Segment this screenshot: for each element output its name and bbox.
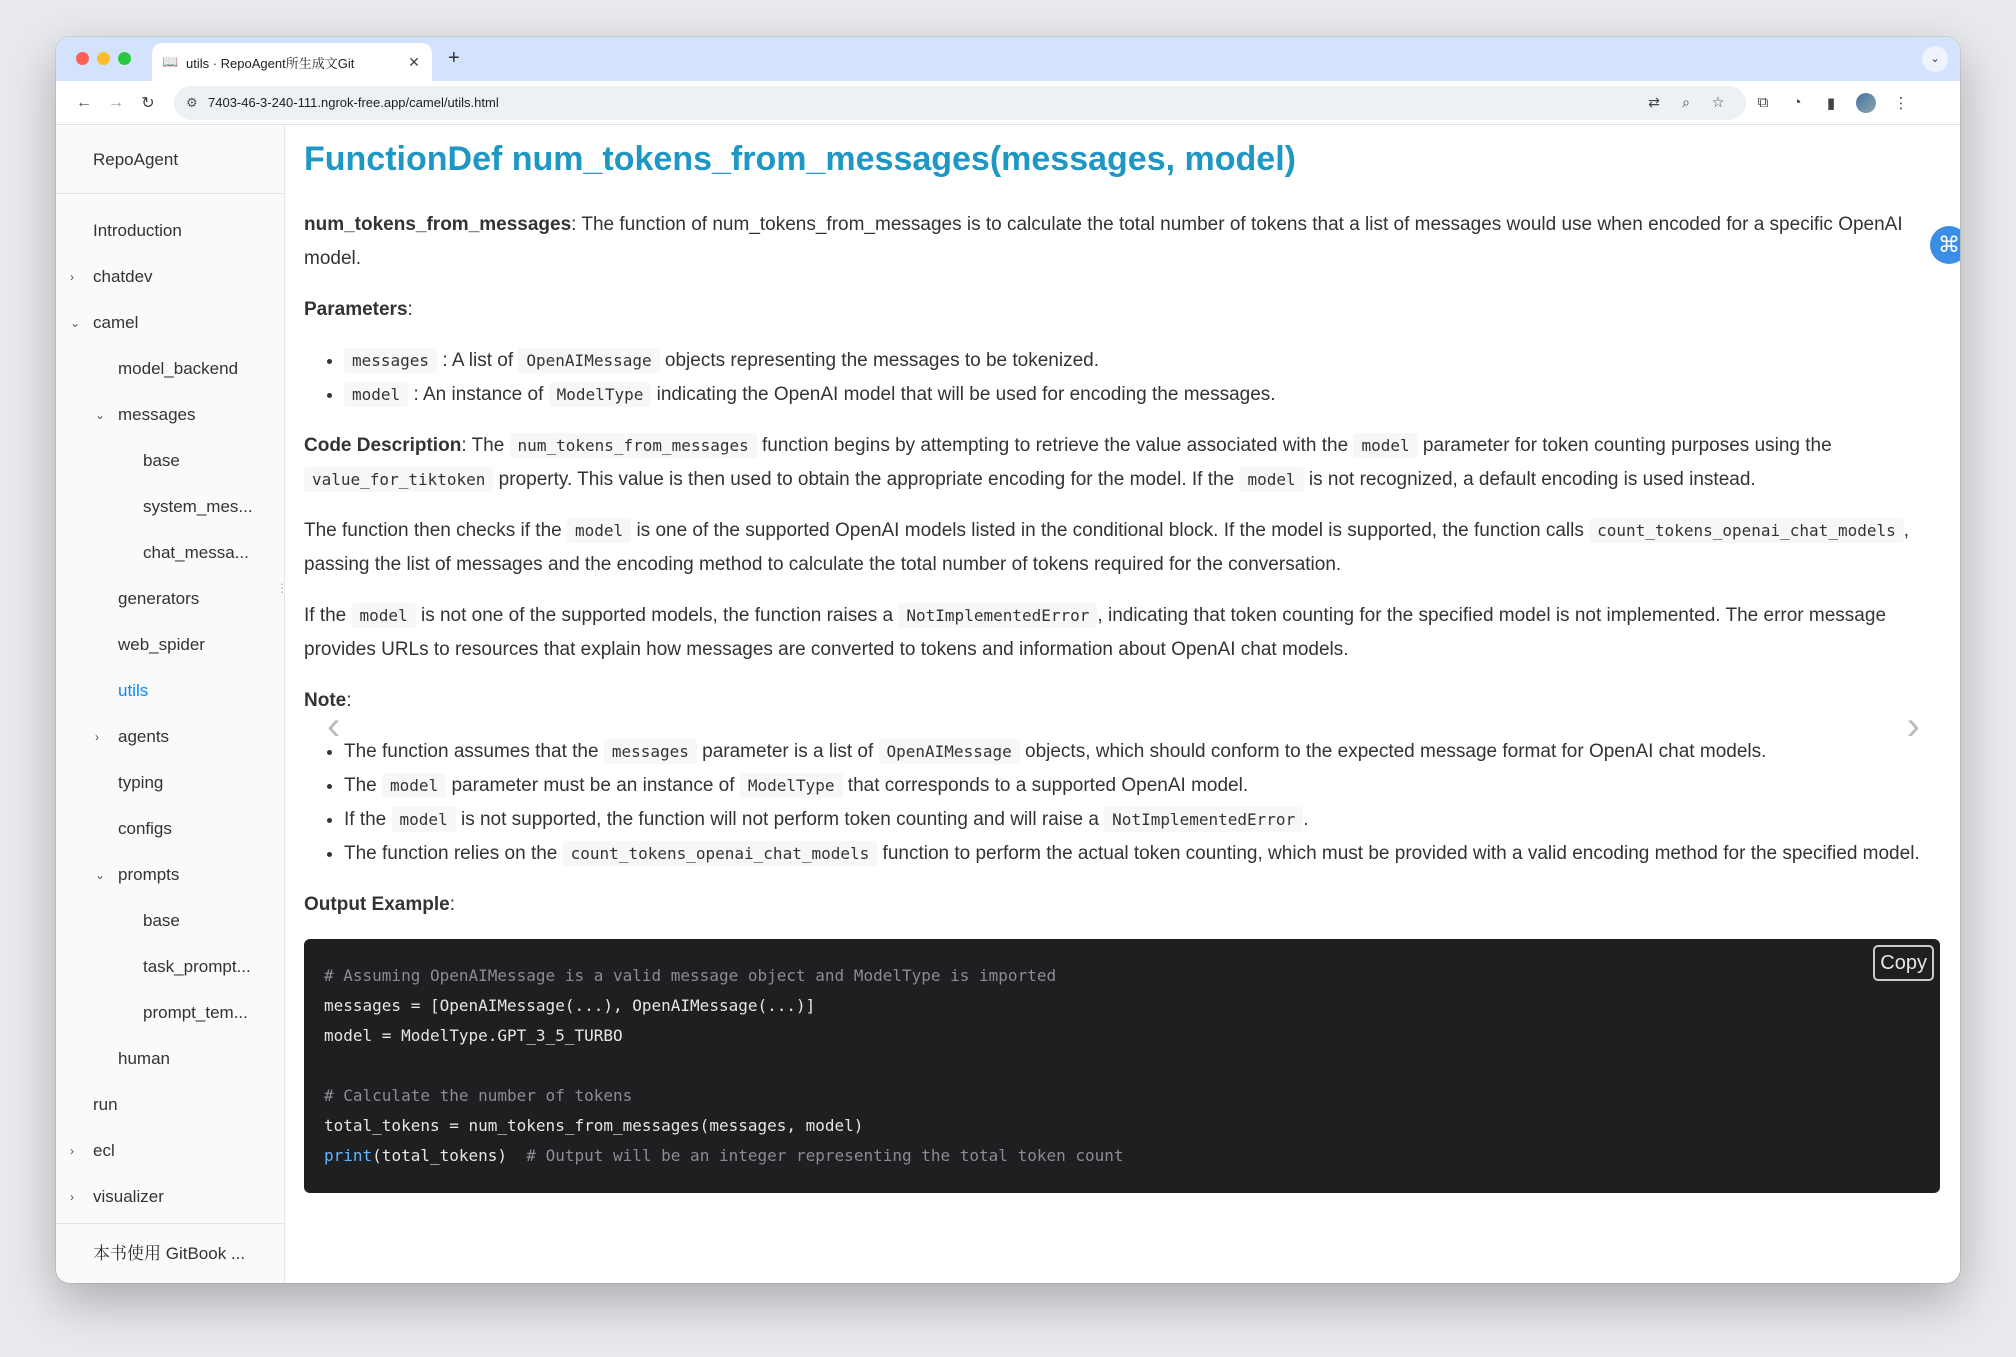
sidebar-item[interactable]: [56, 806, 284, 852]
parameters-list: [344, 344, 1940, 412]
code-line: [324, 1141, 1920, 1171]
code-text: messages = [OpenAIMessage(...), OpenAIMessage(...)]: [324, 996, 816, 1015]
sidebar-item[interactable]: [56, 208, 284, 254]
text-span: If the: [304, 605, 352, 626]
address-bar[interactable]: [174, 86, 1746, 120]
sidebar-item-label: run: [93, 1095, 118, 1114]
code-description-paragraph: [304, 429, 1940, 497]
inline-code: NotImplementedError: [898, 603, 1097, 628]
tab-title: utils · RepoAgent所生成文Git: [186, 55, 355, 71]
code-text: model = ModelType.GPT_3_5_TURBO: [324, 1026, 623, 1045]
intro-text: : The function of num_tokens_from_messages is to calculate the total number of tokens that a list of messages would use when encoded for a specific OpenAI model.: [304, 214, 1903, 269]
sidebar-header[interactable]: RepoAgent: [56, 126, 284, 194]
browser-window: [56, 37, 1960, 1283]
text-span: parameter must be an instance of: [446, 775, 740, 796]
sidebar-item-label: Introduction: [93, 221, 182, 240]
copy-button[interactable]: Copy: [1873, 945, 1934, 981]
sidebar-item-label: base: [143, 911, 180, 930]
note-item: [344, 837, 1940, 871]
note-heading-label: Note: [304, 690, 347, 711]
chevron-right-icon[interactable]: ›: [95, 730, 99, 744]
chevron-down-icon[interactable]: ⌄: [95, 408, 106, 422]
sidebar-item[interactable]: [56, 438, 284, 484]
note-item: [344, 769, 1940, 803]
sidebar-item-label: messages: [118, 405, 196, 424]
inline-code: num_tokens_from_messages: [510, 433, 757, 458]
code-comment: # Calculate the number of tokens: [324, 1086, 633, 1105]
text-span: is one of the supported OpenAI models listed in the conditional block. If the model is supported, the function calls: [631, 520, 1590, 541]
extensions-icon[interactable]: ⧉: [1757, 94, 1769, 111]
text-span: : The: [461, 435, 510, 456]
text-span: .: [1303, 809, 1309, 830]
page: [56, 126, 1960, 1283]
output-heading: Output Example:: [304, 894, 455, 915]
note-item: [344, 735, 1940, 769]
inline-code: OpenAIMessage: [518, 348, 659, 373]
sidebar-item-label: ecl: [93, 1141, 115, 1160]
inline-code: model: [352, 603, 416, 628]
code-comment: # Assuming OpenAIMessage is a valid message object and ModelType is imported: [324, 966, 1057, 985]
code-line: [324, 1111, 1920, 1141]
close-window-button[interactable]: [76, 52, 89, 65]
intro-paragraph: [304, 208, 1940, 276]
inline-code: ModelType: [740, 773, 843, 798]
sidebar-item[interactable]: [56, 668, 284, 714]
text-span: property. This value is then used to obtain the appropriate encoding for the model. If the: [493, 469, 1240, 490]
sidebar-item[interactable]: [56, 1082, 284, 1128]
code-comment: # Output will be an integer representing the total token count: [526, 1146, 1124, 1165]
sidebar-item-label: configs: [118, 819, 172, 838]
output-heading-label: Output Example: [304, 894, 450, 915]
code-line: [324, 1081, 1920, 1111]
chevron-down-icon[interactable]: ⌄: [70, 316, 81, 330]
text-span: that corresponds to a supported OpenAI model.: [842, 775, 1249, 796]
text-span: function to perform the actual token counting, which must be provided with a valid encoding method for the specified model.: [877, 843, 1920, 864]
side-panel-icon[interactable]: ▮: [1826, 94, 1836, 112]
close-tab-icon[interactable]: ✕: [408, 53, 420, 70]
profile-avatar[interactable]: [1856, 93, 1876, 113]
command-icon[interactable]: ⌘: [1930, 226, 1960, 264]
sidebar-item[interactable]: [56, 300, 284, 346]
site-info-icon[interactable]: ⚙: [186, 94, 198, 110]
text-span: The function relies on the: [344, 843, 563, 864]
browser-tab[interactable]: [152, 43, 432, 81]
inline-code: model: [1353, 433, 1417, 458]
sidebar-item[interactable]: [56, 944, 284, 990]
note-list: [344, 735, 1940, 871]
inline-code: model: [344, 382, 408, 407]
minimize-window-button[interactable]: [97, 52, 110, 65]
text-span: indicating the OpenAI model that will be used for encoding the messages.: [651, 384, 1276, 405]
code-line: [324, 1051, 1920, 1081]
menu-icon[interactable]: ⋮: [1893, 94, 1909, 112]
sidebar-item-label: generators: [118, 589, 200, 608]
text-span: : An instance of: [408, 384, 549, 405]
sidebar-item[interactable]: [56, 392, 284, 438]
reload-icon[interactable]: ↻: [141, 94, 155, 112]
sidebar-item[interactable]: [56, 346, 284, 392]
main-content: [285, 126, 1960, 1283]
sidebar-item-label: chat_messa...: [143, 543, 249, 562]
text-span: parameter for token counting purposes using the: [1417, 435, 1832, 456]
sidebar-footer[interactable]: 本书使用 GitBook ...: [56, 1223, 284, 1283]
code-description-paragraph-3: [304, 599, 1940, 667]
intro-term: num_tokens_from_messages: [304, 214, 572, 235]
sidebar-item-label: model_backend: [118, 359, 239, 378]
parameter-item: [344, 344, 1940, 378]
back-icon[interactable]: ←: [76, 93, 92, 111]
prev-page-icon[interactable]: ‹: [327, 704, 341, 748]
inline-code: model: [392, 807, 456, 832]
sidebar-item[interactable]: [56, 898, 284, 944]
code-line: [324, 991, 1920, 1021]
window-controls: [76, 52, 131, 65]
sidebar-item[interactable]: [56, 1128, 284, 1174]
sidebar-item[interactable]: [56, 760, 284, 806]
text-span: If the: [344, 809, 392, 830]
tab-search-icon[interactable]: ⌄: [1922, 46, 1948, 72]
inline-code: value_for_tiktoken: [304, 467, 493, 492]
sidebar-item-label: system_mes...: [143, 497, 253, 516]
inline-code: OpenAIMessage: [879, 739, 1020, 764]
sidebar-item-label: visualizer: [93, 1187, 164, 1206]
code-text: (total_tokens): [372, 1146, 527, 1165]
tab-strip: [56, 37, 1960, 81]
sidebar-item-label: chatdev: [93, 267, 153, 286]
text-span: , indicating that token counting for the specified model is not implemented. The error message provides URLs to resources that explain how messages are converted to tokens and information about OpenAI chat models.: [304, 605, 1887, 660]
text-span: , passing the list of messages and the encoding method to calculate the total number of tokens required for the conversation.: [304, 520, 1910, 575]
chevron-right-icon[interactable]: ›: [70, 1144, 74, 1158]
code-description-heading: Code Description: [304, 435, 462, 456]
sidebar-item-label: agents: [118, 727, 170, 746]
zoom-icon[interactable]: ⌕: [1682, 94, 1690, 110]
code-line: [324, 961, 1920, 991]
performance-icon[interactable]: ◔: [1792, 94, 1802, 111]
sidebar-item-label: typing: [118, 773, 164, 792]
text-span: function begins by attempting to retrieve the value associated with the: [756, 435, 1354, 456]
note-heading: Note:: [304, 690, 352, 711]
bookmark-star-icon[interactable]: ☆: [1711, 94, 1725, 110]
sidebar-item-label: prompt_tem...: [143, 1003, 248, 1022]
next-page-icon[interactable]: ›: [1906, 704, 1920, 748]
new-tab-button[interactable]: +: [448, 47, 460, 69]
text-span: parameter is a list of: [696, 741, 879, 762]
url-text[interactable]: 7403-46-3-240-111.ngrok-free.app/camel/utils.html: [208, 95, 499, 110]
sidebar: [56, 126, 288, 1283]
sidebar-item[interactable]: [56, 484, 284, 530]
code-line: [324, 1021, 1920, 1051]
text-span: The: [344, 775, 383, 796]
sidebar-item[interactable]: [56, 1174, 284, 1220]
sidebar-item-label: human: [118, 1049, 170, 1068]
text-span: : A list of: [437, 350, 519, 371]
browser-toolbar: [56, 81, 1960, 125]
text-span: is not supported, the function will not perform token counting and will raise a: [455, 809, 1105, 830]
code-description-paragraph-2: [304, 514, 1940, 582]
sidebar-item[interactable]: [56, 530, 284, 576]
text-span: objects, which should conform to the expected message format for OpenAI chat models.: [1019, 741, 1767, 762]
inline-code: NotImplementedError: [1104, 807, 1303, 832]
code-keyword: print: [324, 1146, 373, 1165]
sidebar-item-label: task_prompt...: [143, 957, 251, 976]
inline-code: model: [567, 518, 631, 543]
sidebar-item-label: base: [143, 451, 180, 470]
inline-code: count_tokens_openai_chat_models: [563, 841, 878, 866]
sidebar-item[interactable]: [56, 990, 284, 1036]
sidebar-item[interactable]: [56, 254, 284, 300]
inline-code: model: [382, 773, 446, 798]
code-text: total_tokens = num_tokens_from_messages(messages, model): [324, 1116, 864, 1135]
text-span: is not one of the supported models, the function raises a: [415, 605, 899, 626]
text-span: The function assumes that the: [344, 741, 604, 762]
chevron-right-icon[interactable]: ›: [70, 1190, 74, 1204]
code-text: [324, 1056, 334, 1075]
text-span: is not recognized, a default encoding is used instead.: [1303, 469, 1756, 490]
inline-code: ModelType: [549, 382, 652, 407]
inline-code: count_tokens_openai_chat_models: [1589, 518, 1904, 543]
text-span: objects representing the messages to be tokenized.: [659, 350, 1099, 371]
sidebar-item-label: utils: [118, 681, 149, 700]
sidebar-item[interactable]: [56, 852, 284, 898]
maximize-window-button[interactable]: [118, 52, 131, 65]
inline-code: model: [1239, 467, 1303, 492]
sidebar-item[interactable]: [56, 622, 284, 668]
page-title: FunctionDef num_tokens_from_messages(messages, model): [304, 140, 1296, 178]
book-icon: 📖: [162, 54, 179, 69]
translate-icon[interactable]: ⇄: [1648, 94, 1660, 110]
sidebar-item-label: web_spider: [118, 635, 205, 654]
text-span: The function then checks if the: [304, 520, 567, 541]
inline-code: messages: [604, 739, 697, 764]
note-item: [344, 803, 1940, 837]
sidebar-item-label: camel: [93, 313, 139, 332]
parameters-heading-label: Parameters: [304, 299, 408, 320]
parameter-item: [344, 378, 1940, 412]
chevron-down-icon[interactable]: ⌄: [95, 868, 106, 882]
sidebar-resize-handle[interactable]: ⋮: [276, 581, 288, 595]
code-block: [304, 939, 1940, 1193]
sidebar-item-label: prompts: [118, 865, 180, 884]
parameters-heading: Parameters:: [304, 299, 413, 320]
sidebar-item[interactable]: [56, 714, 284, 760]
forward-icon[interactable]: →: [108, 93, 124, 111]
inline-code: messages: [344, 348, 437, 373]
sidebar-nav: [56, 194, 284, 1220]
sidebar-item[interactable]: [56, 576, 284, 622]
sidebar-item[interactable]: [56, 1036, 284, 1082]
chevron-right-icon[interactable]: ›: [70, 270, 74, 284]
